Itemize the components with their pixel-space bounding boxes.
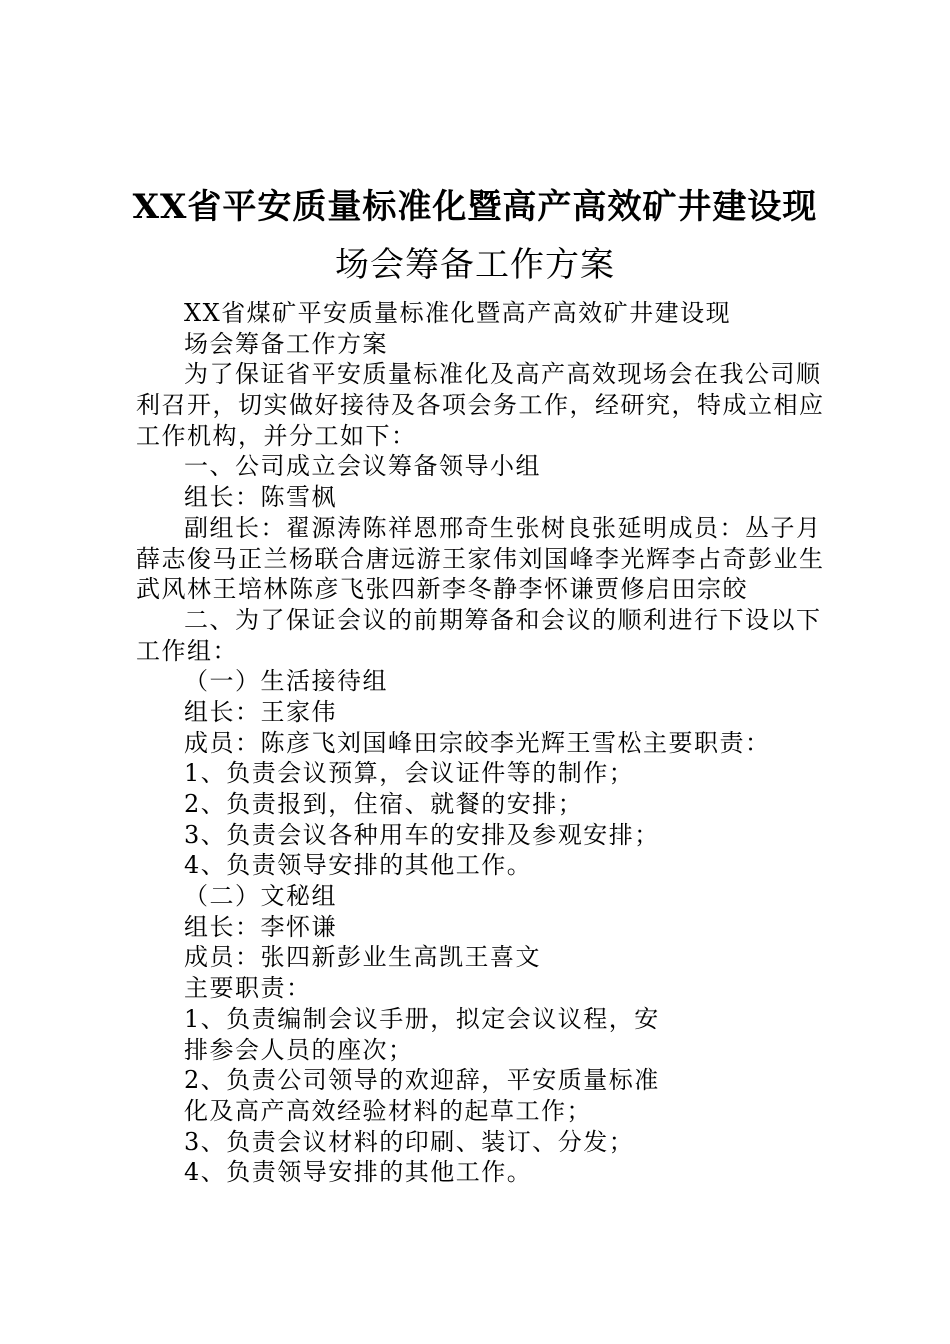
paragraph-line: 组长：李怀谦 bbox=[184, 912, 337, 941]
paragraph-line: 组长：王家伟 bbox=[184, 697, 337, 726]
paragraph-line: 1、负责编制会议手册，拟定会议议程，安 bbox=[184, 1004, 660, 1033]
paragraph-line: 2、负责公司领导的欢迎辞，平安质量标准 bbox=[184, 1066, 660, 1095]
paragraph-line: 利召开，切实做好接待及各项会务工作，经研究，特成立相应 bbox=[136, 391, 825, 420]
paragraph-line: 4、负责领导安排的其他工作。 bbox=[184, 1158, 533, 1187]
paragraph-line: 武风林王培林陈彦飞张四新李冬静李怀谦贾修启田宗皎 bbox=[136, 575, 748, 604]
paragraph-line: 1、负责会议预算，会议证件等的制作； bbox=[184, 759, 635, 788]
paragraph-line: 化及高产高效经验材料的起草工作； bbox=[184, 1096, 592, 1125]
document-title-line-2: 场会筹备工作方案 bbox=[335, 245, 615, 285]
paragraph-line: 薛志俊马正兰杨联合唐远游王家伟刘国峰李光辉李占奇彭业生 bbox=[136, 544, 825, 573]
paragraph-line: 排参会人员的座次； bbox=[184, 1035, 414, 1064]
document-body bbox=[136, 298, 826, 1188]
paragraph-line: 副组长：翟源涛陈祥恩邢奇生张树良张延明成员：丛子月 bbox=[184, 513, 822, 542]
paragraph-line: 组长：陈雪枫 bbox=[184, 483, 337, 512]
paragraph-line: 工作组： bbox=[136, 636, 238, 665]
document-title-line-1: XX省平安质量标准化暨高产高效矿井建设现 bbox=[132, 187, 818, 227]
paragraph-line: 成员：陈彦飞刘国峰田宗皎李光辉王雪松主要职责： bbox=[184, 728, 771, 757]
paragraph-line: 主要职责： bbox=[184, 974, 312, 1003]
paragraph-line: 4、负责领导安排的其他工作。 bbox=[184, 851, 533, 880]
paragraph-line: 成员：张四新彭业生高凯王喜文 bbox=[184, 943, 541, 972]
paragraph-line: 一、公司成立会议筹备领导小组 bbox=[184, 452, 541, 481]
paragraph-line: 为了保证省平安质量标准化及高产高效现场会在我公司顺 bbox=[184, 360, 822, 389]
paragraph-line: （一）生活接待组 bbox=[184, 667, 388, 696]
paragraph-line: XX省煤矿平安质量标准化暨高产高效矿井建设现 bbox=[184, 299, 732, 327]
paragraph-line: 2、负责报到，住宿、就餐的安排； bbox=[184, 790, 584, 818]
paragraph-line: 3、负责会议各种用车的安排及参观安排； bbox=[184, 820, 660, 849]
paragraph-line: （二）文秘组 bbox=[184, 882, 337, 911]
paragraph-line: 场会筹备工作方案 bbox=[184, 329, 388, 358]
paragraph-line: 二、为了保证会议的前期筹备和会议的顺利进行下设以下 bbox=[184, 605, 822, 634]
paragraph-line: 3、负责会议材料的印刷、装订、分发； bbox=[184, 1127, 635, 1156]
paragraph-line: 工作机构，并分工如下： bbox=[136, 421, 417, 450]
